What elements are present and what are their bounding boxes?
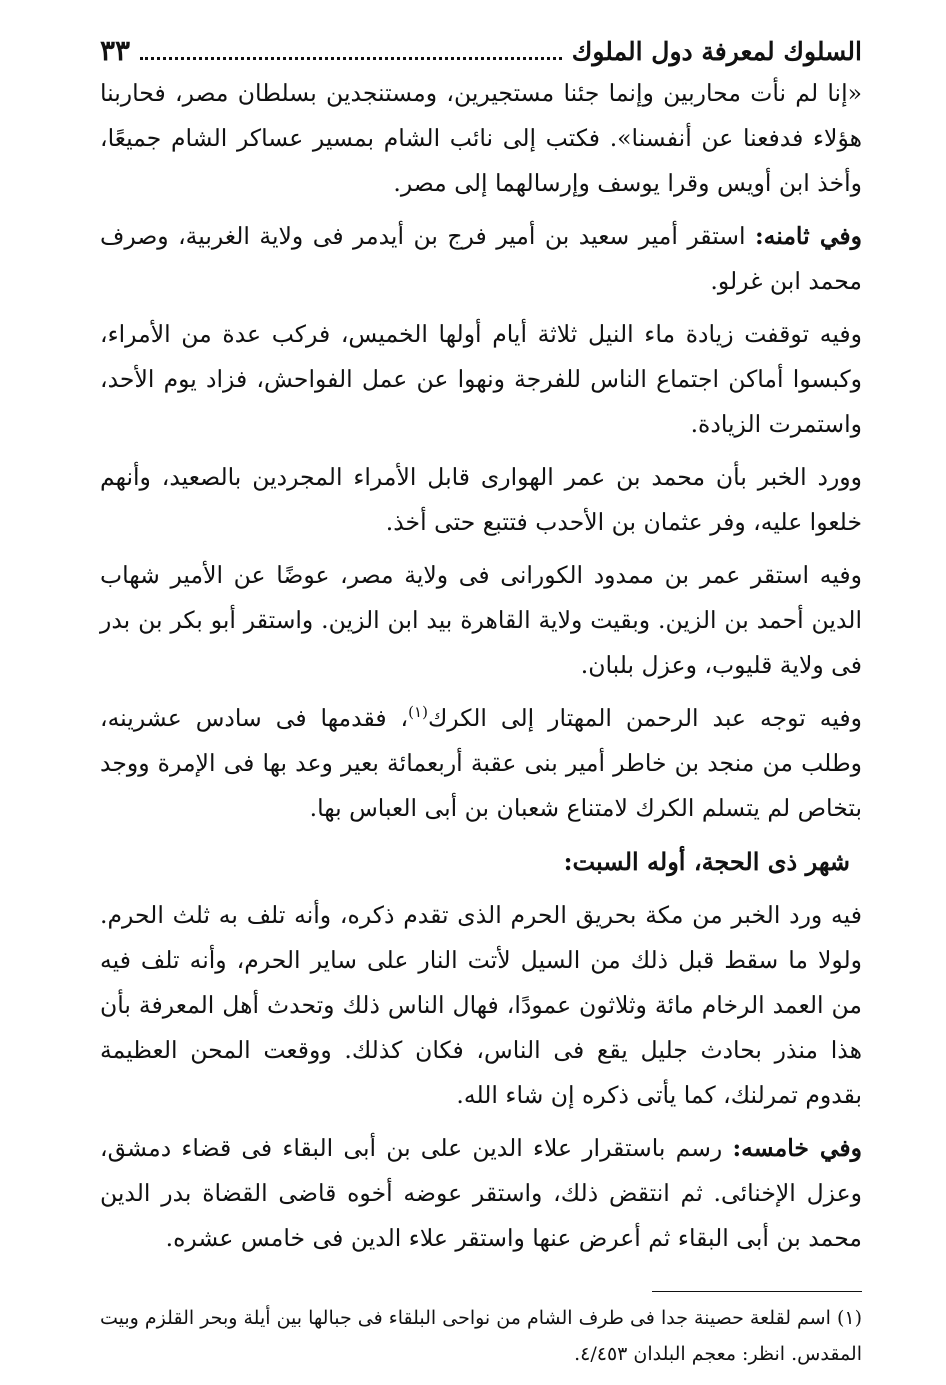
paragraph [100, 696, 862, 831]
paragraph [100, 455, 862, 545]
book-title: السلوك لمعرفة دول الملوك [571, 37, 862, 66]
paragraph-text: استقر أمير سعيد بن أمير فرج بن أيدمر فى ولاية الغربية، وصرف محمد ابن غرلو. [100, 222, 862, 295]
paragraph-text: «إنا لم نأت محاربين وإنما جئنا مستجيرين، ومستنجدين بسلطان مصر، فحاربنا هؤلاء فدفعنا عن أنفسنا». فكتب إلى نائب الشام بمسير عساكر الشام جميعًا، وأخذ ابن أويس وقرا يوسف وإرسالهما إلى مصر. [100, 79, 862, 197]
paragraph [100, 71, 862, 206]
footnote-reference: (١) [408, 703, 428, 722]
paragraph-text: وورد الخبر بأن محمد بن عمر الهوارى قابل الأمراء المجردين بالصعيد، وأنهم خلعوا عليه، وفر عثمان بن الأحدب فتتبع حتى أخذ. [100, 463, 862, 536]
footnote-separator [652, 1291, 862, 1292]
paragraph-text: فيه ورد الخبر من مكة بحريق الحرم الذى تقدم ذكره، وأنه تلف به ثلث الحرم. ولولا ما سقط قبل ذلك من السيل لأتت النار على ساير الحرم، وأنه تلف فيه من العمد الرخام مائة وثلاثون عمودًا، فهال الناس ذلك وتحدث أهل المعرفة بأن هذا منذر بحادث جليل يقع فى الناس، فكان كذلك. ووقعت المحن العظيمة بقدوم تمرلنك، كما يأتى ذكره إن شاء الله. [100, 901, 862, 1109]
paragraph-text: رسم باستقرار علاء الدين على بن أبى البقاء فى قضاء دمشق، وعزل الإخنائى. ثم انتقض ذلك، واستقر عوضه أخوه قاضى القضاة بدر الدين محمد بن أبى البقاء ثم أعرض عنها واستقر علاء الدين فى خامس عشره. [100, 1134, 862, 1252]
section-heading: شهر ذى الحجة، أوله السبت: [563, 847, 850, 876]
paragraph [100, 312, 862, 447]
paragraph [100, 214, 862, 304]
running-head [100, 34, 862, 69]
page-number: ٣٣ [100, 34, 131, 67]
paragraph-lead: وفي ثامنه: [754, 222, 862, 250]
paragraph-text-continued: ، فقدمها فى سادس عشرينه، وطلب من منجد بن خاطر أمير بنى عقبة أربعمائة بعير وعد بها فى الإمرة ووجد بتخاص لم يتسلم الكرك لامتناع شعبان بن أبى العباس بها. [100, 704, 862, 822]
paragraph [100, 1126, 862, 1261]
footnote: (١) اسم لقلعة حصينة جدا فى طرف الشام من نواحى البلقاء فى جبالها بين أيلة وبحر القلزم وبيت المقدس. انظر: معجم البلدان ٤/٤٥٣. [100, 1307, 862, 1365]
paragraph-text: وفيه توجه عبد الرحمن المهتار إلى الكرك [427, 704, 863, 732]
paragraph [100, 893, 862, 1118]
paragraph-lead: وفي خامسه: [732, 1134, 862, 1162]
paragraph-text: وفيه توقفت زيادة ماء النيل ثلاثة أيام أولها الخميس، فركب عدة من الأمراء، وكبسوا أماكن اجتماع الناس للفرجة ونهوا عن عمل الفواحش، فزاد يوم الأحد، واستمرت الزيادة. [100, 320, 862, 438]
leader-dots [140, 57, 562, 60]
paragraph [100, 553, 862, 688]
paragraph-text: وفيه استقر عمر بن ممدود الكورانى فى ولاية مصر، عوضًا عن الأمير شهاب الدين أحمد بن الزين. وبقيت ولاية القاهرة بيد ابن الزين. واستقر أبو بكر بن بدر فى ولاية قليوب، وعزل بلبان. [100, 561, 862, 679]
